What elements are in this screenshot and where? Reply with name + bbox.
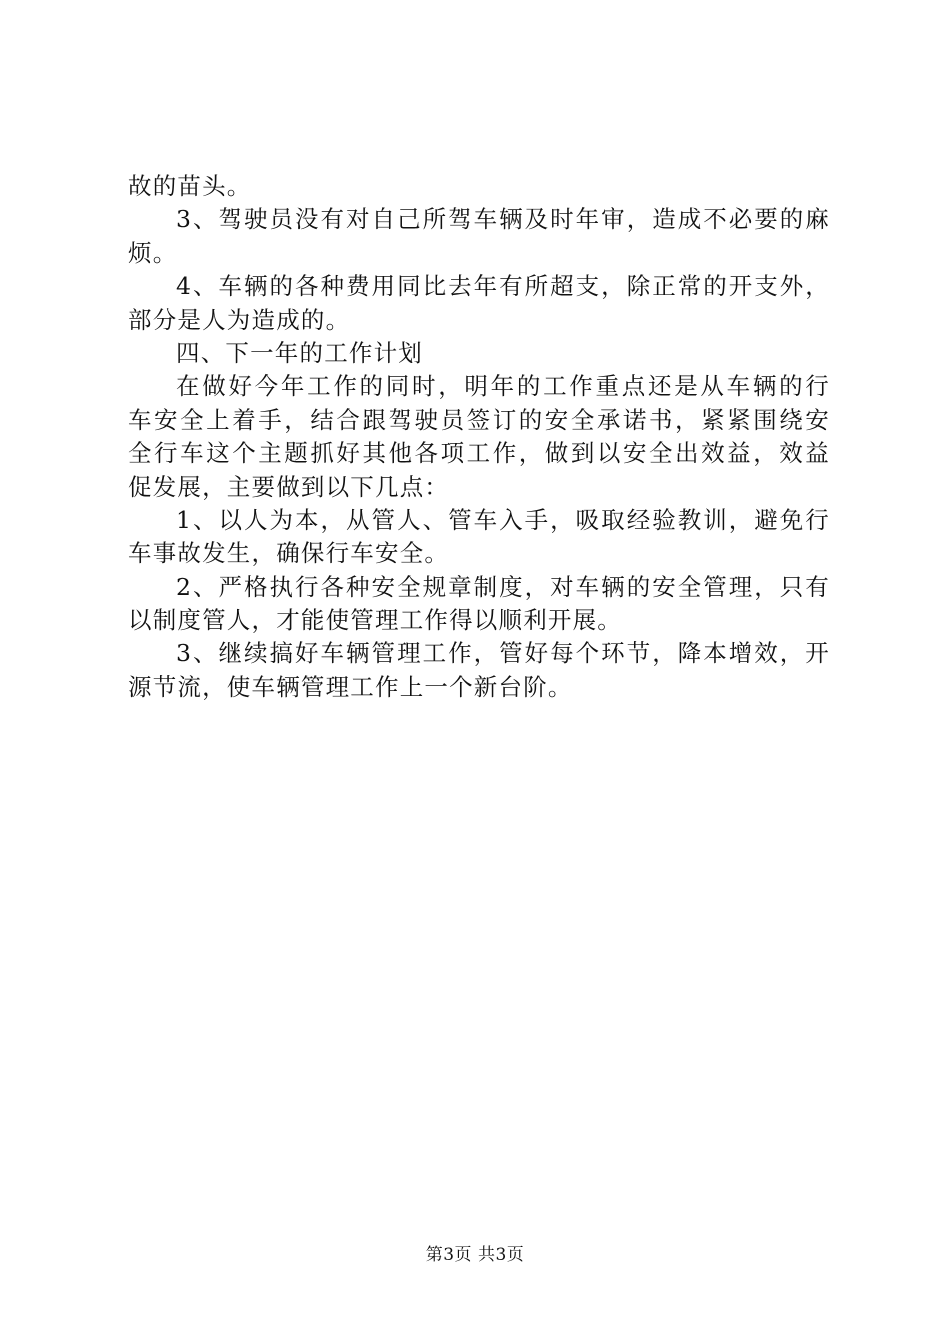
text-line: 部分是人为造成的。 bbox=[128, 305, 351, 334]
text-line: 1、以人为本，从管人、管车入手，吸取经验教训，避免行 bbox=[176, 505, 830, 534]
text-line: 车事故发生，确保行车安全。 bbox=[128, 539, 450, 568]
text-line: 车安全上着手，结合跟驾驶员签订的安全承诺书，紧紧围绕安 bbox=[128, 405, 830, 434]
text-line: 2、严格执行各种安全规章制度，对车辆的安全管理，只有 bbox=[176, 572, 830, 601]
text-line: 以制度管人，才能使管理工作得以顺利开展。 bbox=[128, 606, 622, 635]
text-line: 促发展，主要做到以下几点： bbox=[128, 472, 450, 501]
text-line: 烦。 bbox=[128, 238, 178, 267]
section-heading: 四、下一年的工作计划 bbox=[176, 338, 423, 367]
page-number-footer: 第3页 共3页 bbox=[425, 1245, 525, 1265]
text-line: 故的苗头。 bbox=[128, 172, 252, 200]
text-line: 全行车这个主题抓好其他各项工作，做到以安全出效益，效益 bbox=[128, 439, 830, 468]
text-line: 4、车辆的各种费用同比去年有所超支，除正常的开支外， bbox=[176, 272, 830, 301]
document-body bbox=[128, 170, 830, 704]
text-line: 3、驾驶员没有对自己所驾车辆及时年审，造成不必要的麻 bbox=[176, 205, 830, 234]
text-line: 在做好今年工作的同时，明年的工作重点还是从车辆的行 bbox=[176, 372, 830, 401]
text-line: 源节流，使车辆管理工作上一个新台阶。 bbox=[128, 672, 573, 701]
text-line: 3、继续搞好车辆管理工作，管好每个环节，降本增效，开 bbox=[176, 639, 830, 668]
